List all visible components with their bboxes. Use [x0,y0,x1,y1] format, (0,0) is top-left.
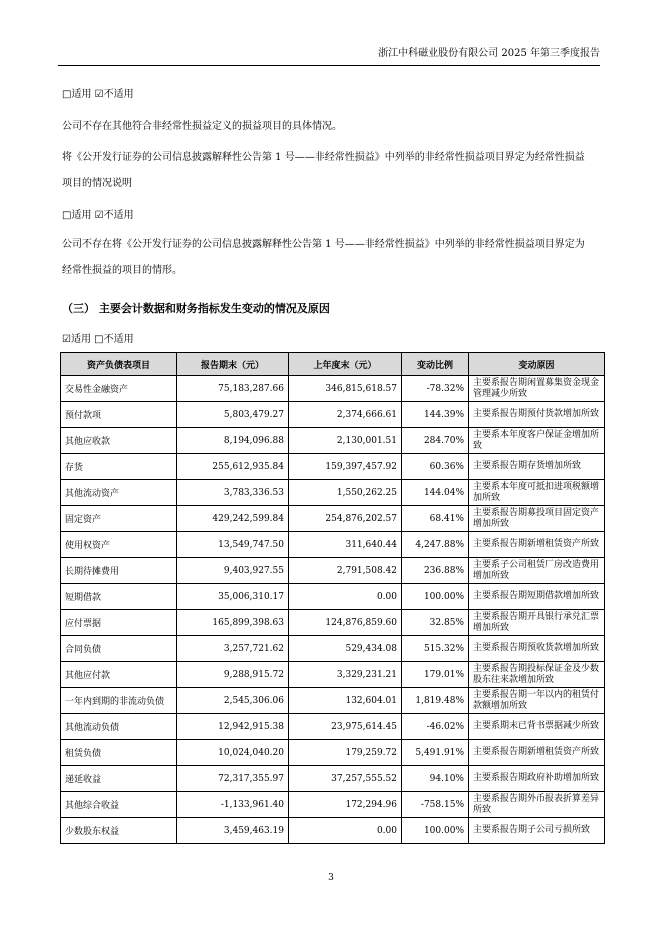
cell-reason: 主要系报告期外币报表折算差异所致 [469,792,605,818]
cell-change-ratio: 60.36% [402,454,469,480]
table-row [61,818,605,844]
page-header: 浙江中科磁业股份有限公司 2025 年第三季度报告 [58,44,600,66]
cell-item: 交易性金融资产 [61,376,177,402]
cell-reason: 主要系报告期预付货款增加所致 [469,402,605,428]
cell-item: 固定资产 [61,506,177,532]
cell-reason: 主要系报告期子公司亏损所致 [469,818,605,844]
cell-item: 一年内到期的非流动负债 [61,688,177,714]
cell-period-end: 72,317,355.97 [177,766,289,792]
cell-prior-year-end: 3,329,231.21 [289,662,402,688]
table-row [61,558,605,584]
cell-period-end: 165,899,398.63 [177,610,289,636]
cell-period-end: 3,459,463.19 [177,818,289,844]
cell-item: 短期借款 [61,584,177,610]
cell-prior-year-end: 0.00 [289,584,402,610]
applicability-line-3: ☑适用 □不适用 [62,334,134,345]
cell-prior-year-end: 124,876,859.60 [289,610,402,636]
cell-reason: 主要系期末已背书票据减少所致 [469,714,605,740]
cell-prior-year-end: 179,259.72 [289,740,402,766]
cell-prior-year-end: 529,434.08 [289,636,402,662]
col-header-prior-year-end: 上年度末（元） [289,353,402,376]
table-row [61,584,605,610]
cell-reason: 主要系报告期政府补助增加所致 [469,766,605,792]
cell-change-ratio: 100.00% [402,584,469,610]
cell-prior-year-end: 1,550,262.25 [289,480,402,506]
cell-period-end: 12,942,915.38 [177,714,289,740]
cell-item: 存货 [61,454,177,480]
table-row [61,740,605,766]
cell-period-end: 75,183,287.66 [177,376,289,402]
cell-period-end: 9,288,915.72 [177,662,289,688]
table-row [61,428,605,454]
table-row [61,636,605,662]
table-row [61,480,605,506]
table-row [61,454,605,480]
cell-change-ratio: 515.32% [402,636,469,662]
cell-reason: 主要系本年度客户保证金增加所致 [469,428,605,454]
applicability-line-2: □适用 ☑不适用 [62,210,134,221]
cell-reason: 主要系报告期新增租赁资产所致 [469,740,605,766]
cell-prior-year-end: 159,397,457.92 [289,454,402,480]
table-row [61,662,605,688]
cell-item: 使用权资产 [61,532,177,558]
cell-item: 其他综合收益 [61,792,177,818]
cell-change-ratio: 94.10% [402,766,469,792]
col-header-reason: 变动原因 [469,353,605,376]
cell-reason: 主要系报告期一年以内的租赁付款额增加所致 [469,688,605,714]
cell-change-ratio: 284.70% [402,428,469,454]
cell-reason: 主要系报告期闲置募集资金现金管理减少所致 [469,376,605,402]
cell-change-ratio: 100.00% [402,818,469,844]
cell-item: 其他应收款 [61,428,177,454]
cell-item: 租赁负债 [61,740,177,766]
cell-item: 应付票据 [61,610,177,636]
page-number: 3 [328,873,334,883]
section-title: （三） 主要会计数据和财务指标发生变动的情况及原因 [62,302,330,315]
cell-change-ratio: 144.04% [402,480,469,506]
table-row [61,402,605,428]
cell-change-ratio: 5,491.91% [402,740,469,766]
cell-period-end: 9,403,927.55 [177,558,289,584]
cell-reason: 主要系报告期投标保证金及少数股东往来款增加所致 [469,662,605,688]
table-row [61,714,605,740]
cell-reason: 主要系报告期短期借款增加所致 [469,584,605,610]
balance-sheet-change-table [60,352,605,844]
cell-period-end: 5,803,479.27 [177,402,289,428]
cell-change-ratio: 68.41% [402,506,469,532]
cell-prior-year-end: 23,975,614.45 [289,714,402,740]
col-header-change-ratio: 变动比例 [402,353,469,376]
cell-period-end: 3,783,336.53 [177,480,289,506]
cell-prior-year-end: 2,130,001.51 [289,428,402,454]
cell-reason: 主要系子公司租赁厂房改造费用增加所致 [469,558,605,584]
cell-period-end: 429,242,599.84 [177,506,289,532]
table-row [61,506,605,532]
cell-change-ratio: 1,819.48% [402,688,469,714]
cell-change-ratio: 4,247.88% [402,532,469,558]
cell-reason: 主要系报告期募投项目固定资产增加所致 [469,506,605,532]
cell-item: 其他流动负债 [61,714,177,740]
table-header-row [61,353,605,376]
cell-change-ratio: -46.02% [402,714,469,740]
cell-period-end: 255,612,935.84 [177,454,289,480]
table-row [61,610,605,636]
col-header-period-end: 报告期末（元） [177,353,289,376]
paragraph-classification-1: 将《公开发行证券的公司信息披露解释性公告第 1 号——非经常性损益》中列举的非经常性损益项目界定为经常性损益 [62,152,585,163]
cell-prior-year-end: 37,257,555.52 [289,766,402,792]
cell-change-ratio: -758.15% [402,792,469,818]
col-header-item: 资产负债表项目 [61,353,177,376]
applicability-line-1: □适用 ☑不适用 [62,89,134,100]
paragraph-no-reclass-1: 公司不存在将《公开发行证券的公司信息披露解释性公告第 1 号——非经常性损益》中列举的非经常性损益项目界定为 [62,239,585,250]
cell-item: 少数股东权益 [61,818,177,844]
cell-item: 合同负债 [61,636,177,662]
table-row [61,766,605,792]
cell-prior-year-end: 132,604.01 [289,688,402,714]
cell-prior-year-end: 172,294.96 [289,792,402,818]
cell-item: 递延收益 [61,766,177,792]
cell-change-ratio: 32.85% [402,610,469,636]
cell-prior-year-end: 254,876,202.57 [289,506,402,532]
cell-period-end: 13,549,747.50 [177,532,289,558]
table-row [61,792,605,818]
cell-period-end: 35,006,310.17 [177,584,289,610]
cell-item: 其他应付款 [61,662,177,688]
cell-reason: 主要系报告期新增租赁资产所致 [469,532,605,558]
cell-prior-year-end: 2,791,508.42 [289,558,402,584]
cell-prior-year-end: 311,640.44 [289,532,402,558]
cell-change-ratio: 144.39% [402,402,469,428]
cell-change-ratio: 236.88% [402,558,469,584]
cell-change-ratio: -78.32% [402,376,469,402]
cell-reason: 主要系本年度可抵扣进项税额增加所致 [469,480,605,506]
cell-item: 其他流动资产 [61,480,177,506]
table-row [61,688,605,714]
paragraph-no-reclass-2: 经常性损益的项目的情形。 [62,265,182,276]
cell-period-end: 8,194,096.88 [177,428,289,454]
cell-period-end: 3,257,721.62 [177,636,289,662]
cell-period-end: 2,545,306.06 [177,688,289,714]
paragraph-no-other-items: 公司不存在其他符合非经常性损益定义的损益项目的具体情况。 [62,121,342,132]
paragraph-classification-2: 项目的情况说明 [62,178,132,189]
cell-reason: 主要系报告期存货增加所致 [469,454,605,480]
cell-reason: 主要系报告期开具银行承兑汇票增加所致 [469,610,605,636]
table-row [61,532,605,558]
cell-prior-year-end: 2,374,666.61 [289,402,402,428]
cell-item: 长期待摊费用 [61,558,177,584]
cell-period-end: 10,024,040.20 [177,740,289,766]
cell-prior-year-end: 346,815,618.57 [289,376,402,402]
cell-period-end: -1,133,961.40 [177,792,289,818]
table-row [61,376,605,402]
cell-reason: 主要系报告期预收货款增加所致 [469,636,605,662]
cell-prior-year-end: 0.00 [289,818,402,844]
cell-change-ratio: 179.01% [402,662,469,688]
cell-item: 预付款项 [61,402,177,428]
